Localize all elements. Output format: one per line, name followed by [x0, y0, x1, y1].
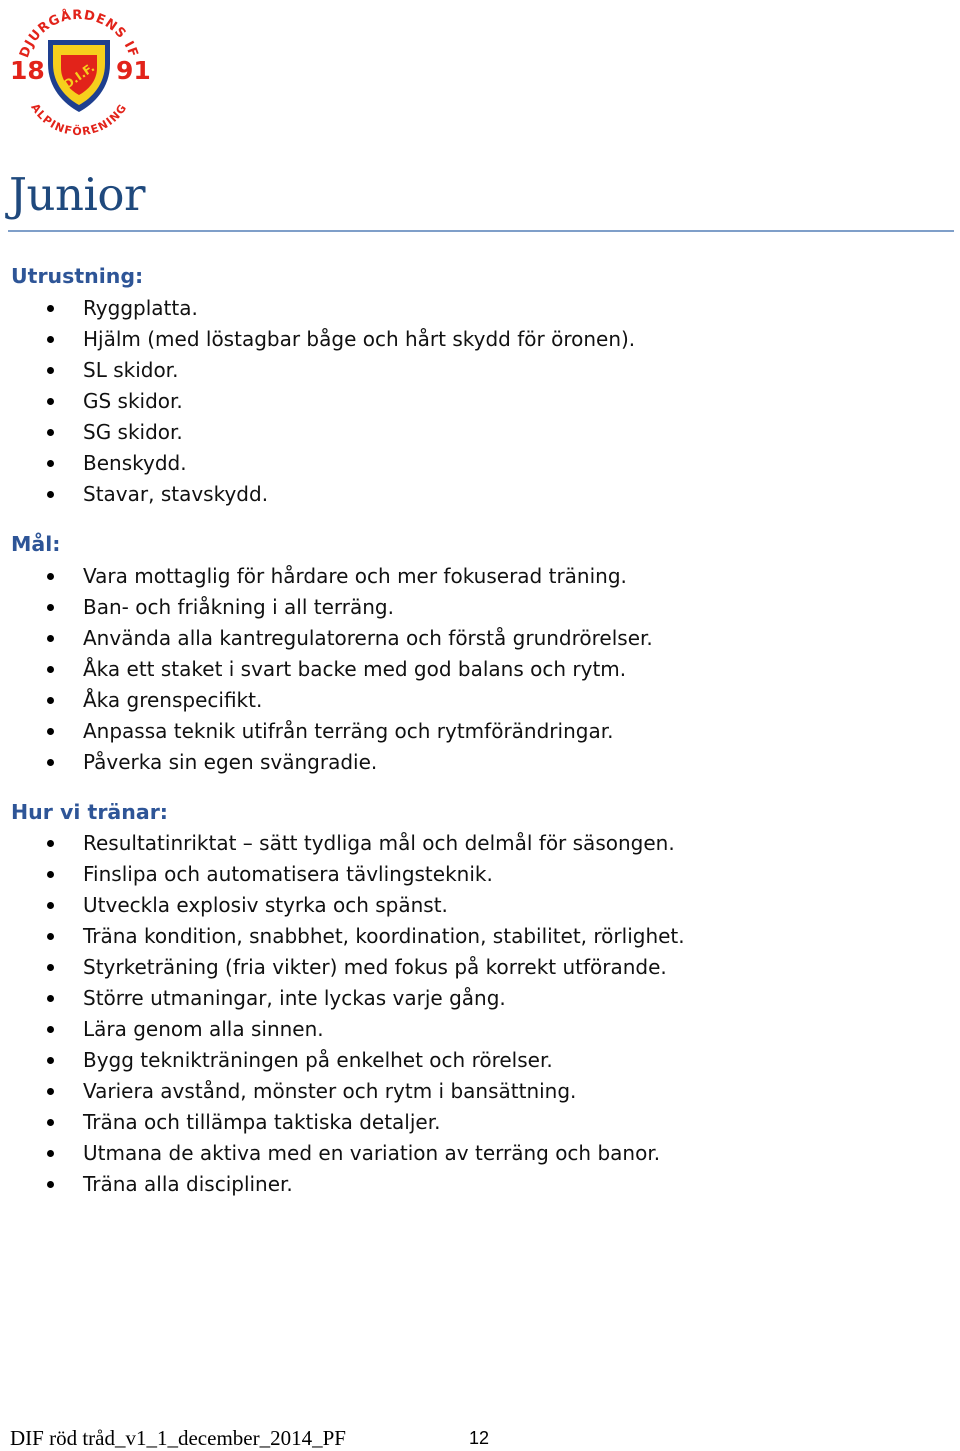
list-item: [0, 417, 635, 448]
svg-text:DJURGÅRDENS IF: DJURGÅRDENS IF: [17, 7, 141, 60]
section-heading-mal: Mål:: [11, 532, 61, 556]
list-item: [0, 623, 653, 654]
list-mal: [0, 561, 653, 778]
dif-alpinforening-logo: [6, 2, 152, 136]
list-item-text: Påverka sin egen svängradie.: [83, 750, 378, 774]
bullet-icon: [47, 902, 54, 909]
list-item-text: Träna kondition, snabbhet, koordination, stabilitet, rörlighet.: [83, 924, 685, 948]
list-utrustning: [0, 293, 635, 510]
list-item-text: Finslipa och automatisera tävlingsteknik.: [83, 862, 493, 886]
list-item: [0, 983, 685, 1014]
list-item: [0, 324, 635, 355]
list-item: [0, 1045, 685, 1076]
bullet-icon: [47, 759, 54, 766]
section-heading-utrustning: Utrustning:: [11, 264, 144, 288]
bullet-icon: [47, 1181, 54, 1188]
list-item-text: Större utmaningar, inte lyckas varje gång.: [83, 986, 506, 1010]
list-item: [0, 355, 635, 386]
bullet-icon: [47, 871, 54, 878]
list-item: [0, 592, 653, 623]
bullet-icon: [47, 666, 54, 673]
list-item-text: Ban- och friåkning i all terräng.: [83, 595, 394, 619]
svg-text:ALPINFÖRENING: ALPINFÖRENING: [28, 101, 130, 136]
list-item: [0, 921, 685, 952]
list-item-text: Resultatinriktat – sätt tydliga mål och delmål för säsongen.: [83, 831, 675, 855]
list-item-text: Lära genom alla sinnen.: [83, 1017, 324, 1041]
list-item: [0, 1076, 685, 1107]
svg-text:18: 18: [10, 56, 45, 85]
bullet-icon: [47, 429, 54, 436]
list-item-text: Åka ett staket i svart backe med god balans och rytm.: [83, 657, 627, 681]
list-item-text: Variera avstånd, mönster och rytm i bansättning.: [83, 1079, 577, 1103]
bullet-icon: [47, 1119, 54, 1126]
list-item-text: Styrketräning (fria vikter) med fokus på korrekt utförande.: [83, 955, 667, 979]
title-underline: [8, 230, 954, 232]
list-item: [0, 890, 685, 921]
bullet-icon: [47, 728, 54, 735]
bullet-icon: [47, 840, 54, 847]
bullet-icon: [47, 933, 54, 940]
list-item: [0, 1107, 685, 1138]
footer-document-name: DIF röd tråd_v1_1_december_2014_PF: [10, 1426, 346, 1450]
list-item-text: Vara mottaglig för hårdare och mer fokuserad träning.: [83, 564, 627, 588]
list-item-text: Träna alla discipliner.: [83, 1172, 293, 1196]
bullet-icon: [47, 367, 54, 374]
list-item: [0, 293, 635, 324]
list-item-text: Utveckla explosiv styrka och spänst.: [83, 893, 448, 917]
bullet-icon: [47, 491, 54, 498]
bullet-icon: [47, 604, 54, 611]
list-item-text: Bygg teknikträningen på enkelhet och rörelser.: [83, 1048, 553, 1072]
list-item: [0, 386, 635, 417]
bullet-icon: [47, 398, 54, 405]
list-item: [0, 561, 653, 592]
list-item-text: Använda alla kantregulatorerna och förstå grundrörelser.: [83, 626, 653, 650]
list-hur-vi-tranar: [0, 828, 685, 1200]
bullet-icon: [47, 573, 54, 580]
list-item: [0, 828, 685, 859]
list-item-text: Anpassa teknik utifrån terräng och rytmförändringar.: [83, 719, 614, 743]
footer-page-number: 12: [469, 1428, 490, 1448]
list-item: [0, 654, 653, 685]
bullet-icon: [47, 964, 54, 971]
bullet-icon: [47, 1057, 54, 1064]
svg-text:91: 91: [116, 56, 151, 85]
list-item-text: Träna och tillämpa taktiska detaljer.: [83, 1110, 441, 1134]
list-item-text: Hjälm (med löstagbar båge och hårt skydd för öronen).: [83, 327, 636, 351]
list-item-text: SL skidor.: [83, 358, 179, 382]
list-item: [0, 1138, 685, 1169]
list-item: [0, 685, 653, 716]
list-item-text: Åka grenspecifikt.: [83, 688, 263, 712]
list-item: [0, 716, 653, 747]
bullet-icon: [47, 305, 54, 312]
list-item: [0, 448, 635, 479]
list-item: [0, 479, 635, 510]
list-item-text: GS skidor.: [83, 389, 183, 413]
bullet-icon: [47, 635, 54, 642]
list-item-text: Ryggplatta.: [83, 296, 198, 320]
bullet-icon: [47, 1088, 54, 1095]
bullet-icon: [47, 336, 54, 343]
list-item: [0, 1169, 685, 1200]
list-item: [0, 859, 685, 890]
page-title: Junior: [9, 168, 145, 221]
svg-text:D.I.F.: D.I.F.: [60, 60, 98, 92]
list-item: [0, 952, 685, 983]
list-item: [0, 1014, 685, 1045]
section-heading-hur-vi-tranar: Hur vi tränar:: [11, 800, 169, 824]
bullet-icon: [47, 995, 54, 1002]
bullet-icon: [47, 1150, 54, 1157]
list-item: [0, 747, 653, 778]
list-item-text: Utmana de aktiva med en variation av terräng och banor.: [83, 1141, 661, 1165]
list-item-text: Stavar, stavskydd.: [83, 482, 269, 506]
list-item-text: Benskydd.: [83, 451, 187, 475]
bullet-icon: [47, 460, 54, 467]
bullet-icon: [47, 697, 54, 704]
bullet-icon: [47, 1026, 54, 1033]
list-item-text: SG skidor.: [83, 420, 183, 444]
